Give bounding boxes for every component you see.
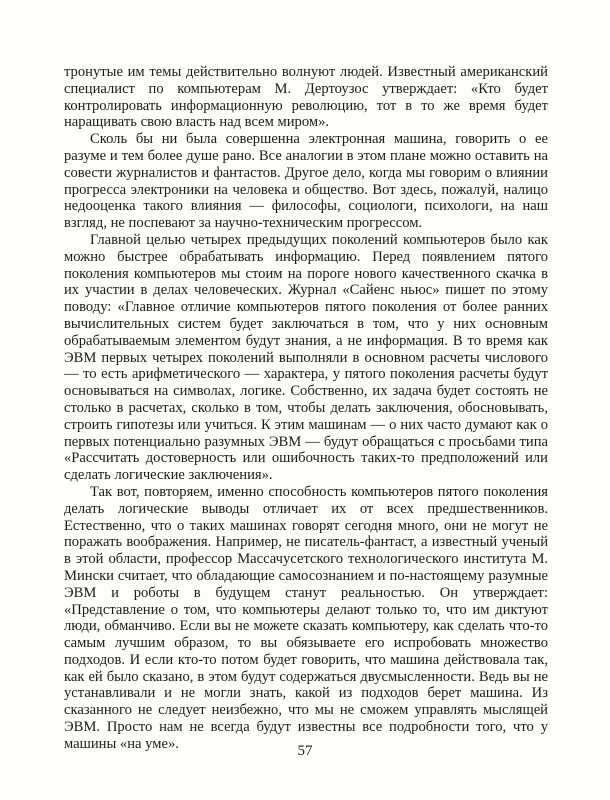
- paragraph-3: Главной целью четырех предыдущих поколений компьютеров было как можно быстрее обрабатывать информацию. Перед появлением пятого поколения компьютеров мы стоим на пороге нового качественного скачка в их участии в делах человеческих. Журнал «Сайенс ньюс» пишет по этому поводу: «Главное отличие компьютеров пятого поколения от более ранних вычислительных систем будет заключаться в том, что у них основным обрабатываемым элементом будут знания, а не информация. В то время как ЭВМ первых четырех поколений выполняли в основном расчеты числового — то есть арифметического — характера, у пятого поколения расчеты будут основываться на символах, логике. Собственно, их задача будет состоять не столько в расчетах, сколько в том, чтобы делать заключения, обосновывать, строить гипотезы или учиться. К этим машинам — о них часто думают как о первых потенциально разумных ЭВМ — будут обращаться с просьбами типа «Рассчитать достоверность или ошибочность таких-то предположений или сделать логические заключения».: [64, 231, 548, 484]
- paragraph-2: Сколь бы ни была совершенна электронная машина, говорить о ее разуме и тем более душе рано. Все аналогии в этом плане можно оставить на совести журналистов и фантастов. Другое дело, когда мы говорим о влиянии прогресса электроники на человека и общество. Вот здесь, пожалуй, налицо недооценка такого влияния — философы, социологи, психологи, на наш взгляд, не поспевают за научно-техническим прогрессом.: [64, 131, 548, 232]
- body-text: [64, 64, 548, 753]
- page-number: 57: [297, 743, 313, 759]
- paragraph-1: тронутые им темы действительно волнуют людей. Известный американский специалист по компьютерам М. Дертоузос утверждает: «Кто будет контролировать информационную революцию, тот в то же время будет наращивать свою власть над всем миром».: [64, 64, 548, 131]
- paragraph-4: Так вот, повторяем, именно способность компьютеров пятого поколения делать логические выводы отличает их от всех предшественников. Естественно, что о таких машинах говорят сегодня много, они не могут не поражать воображения. Например, не писатель-фантаст, а известный ученый в этой области, профессор Массачусетского технологического института М. Мински считает, что обладающие самосознанием и по-настоящему разумные ЭВМ и роботы в будущем станут реальностью. Он утверждает: «Представление о том, что компьютеры делают только то, что им диктуют люди, обманчиво. Если вы не можете сказать компьютеру, как сделать что-то самым лучшим образом, то вы обязываете его испробовать множество подходов. И если кто-то потом будет говорить, что машина действовала так, как ей было сказано, в этом будут содержаться двусмысленности. Ведь вы не устанавливали и не могли знать, какой из подходов берет машина. Из сказанного не следует неизбежно, что мы не сможем управлять мыслящей ЭВМ. Просто нам не всегда будут известны все подробности того, что у машины «на уме».: [64, 483, 548, 752]
